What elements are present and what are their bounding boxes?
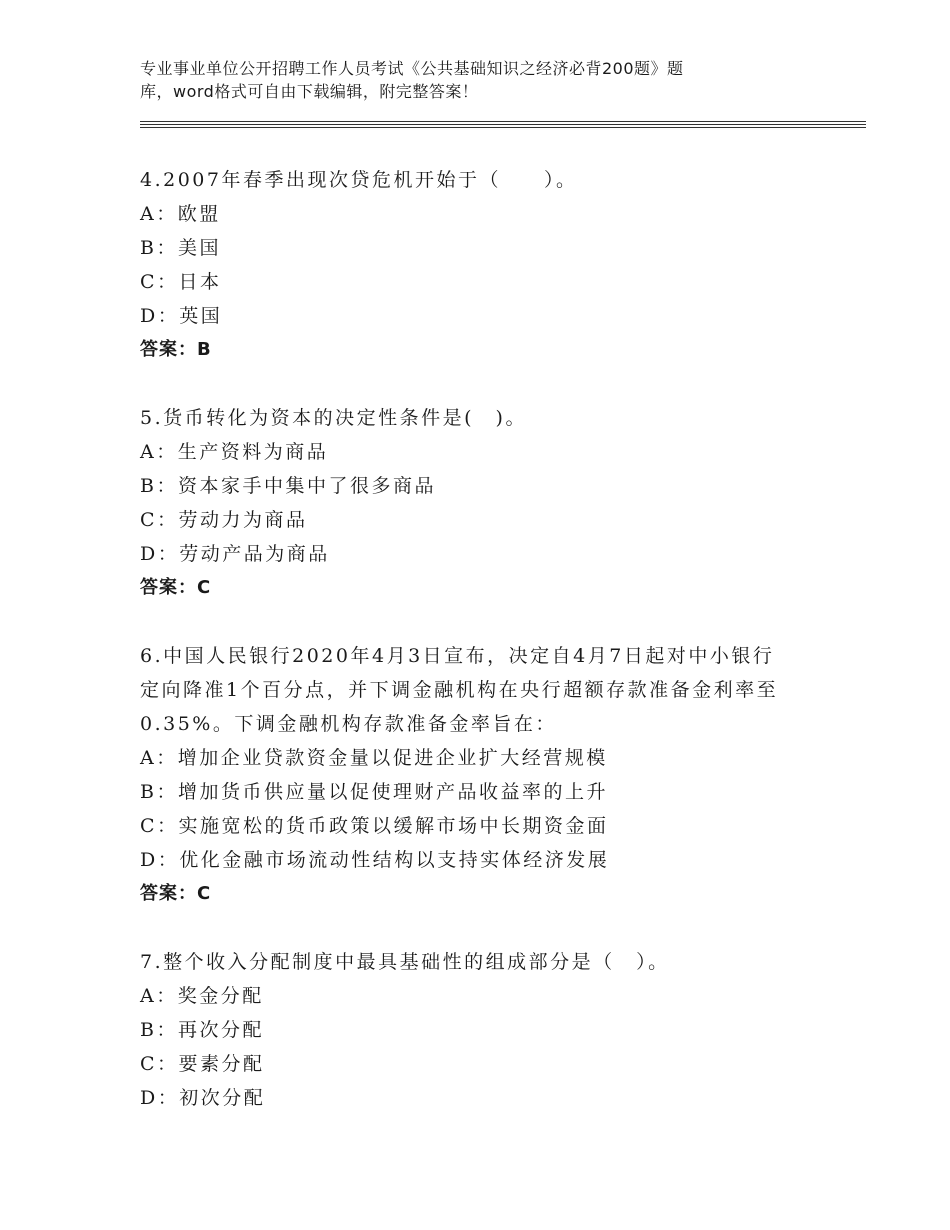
option-a: A：增加企业贷款资金量以促进企业扩大经营规模 [140,747,608,769]
option-b: B：美国 [140,237,221,259]
question-stem-line-1: 6.中国人民银行2020年4月3日宣布，决定自4月7日起对中小银行 [140,645,775,667]
option-d: D：英国 [140,305,223,327]
option-b: B：增加货币供应量以促使理财产品收益率的上升 [140,781,608,803]
question-6 [140,639,840,911]
option-b: B：资本家手中集中了很多商品 [140,475,436,497]
option-a: A：奖金分配 [140,985,264,1007]
option-c: C：实施宽松的货币政策以缓解市场中长期资金面 [140,815,609,837]
document-header [140,57,780,103]
header-line-2: 库，word格式可自由下载编辑，附完整答案！ [140,82,479,101]
option-b: B：再次分配 [140,1019,264,1041]
header-divider [140,127,866,128]
header-divider [140,121,866,122]
question-7 [140,945,840,1115]
answer-label: 答案：B [140,339,212,360]
option-d: D：优化金融市场流动性结构以支持实体经济发展 [140,849,610,871]
question-stem: 4.2007年春季出现次贷危机开始于（ ）。 [140,169,578,191]
answer-label: 答案：C [140,883,212,904]
option-a: A：生产资料为商品 [140,441,329,463]
option-a: A：欧盟 [140,203,221,225]
option-c: C：劳动力为商品 [140,509,308,531]
question-stem: 7.整个收入分配制度中最具基础性的组成部分是（ ）。 [140,951,670,973]
question-4 [140,163,840,367]
answer-label: 答案：C [140,577,212,598]
question-stem-line-3: 0.35%。下调金融机构存款准备金率旨在： [140,713,557,735]
option-d: D：初次分配 [140,1087,266,1109]
header-line-1: 专业事业单位公开招聘工作人员考试《公共基础知识之经济必背200题》题 [140,59,684,78]
question-stem: 5.货币转化为资本的决定性条件是( )。 [140,407,527,429]
option-c: C：要素分配 [140,1053,265,1075]
question-5 [140,401,840,605]
header-divider [140,124,866,125]
option-c: C：日本 [140,271,222,293]
question-stem-line-2: 定向降准1个百分点，并下调金融机构在央行超额存款准备金利率至 [140,679,779,701]
option-d: D：劳动产品为商品 [140,543,330,565]
